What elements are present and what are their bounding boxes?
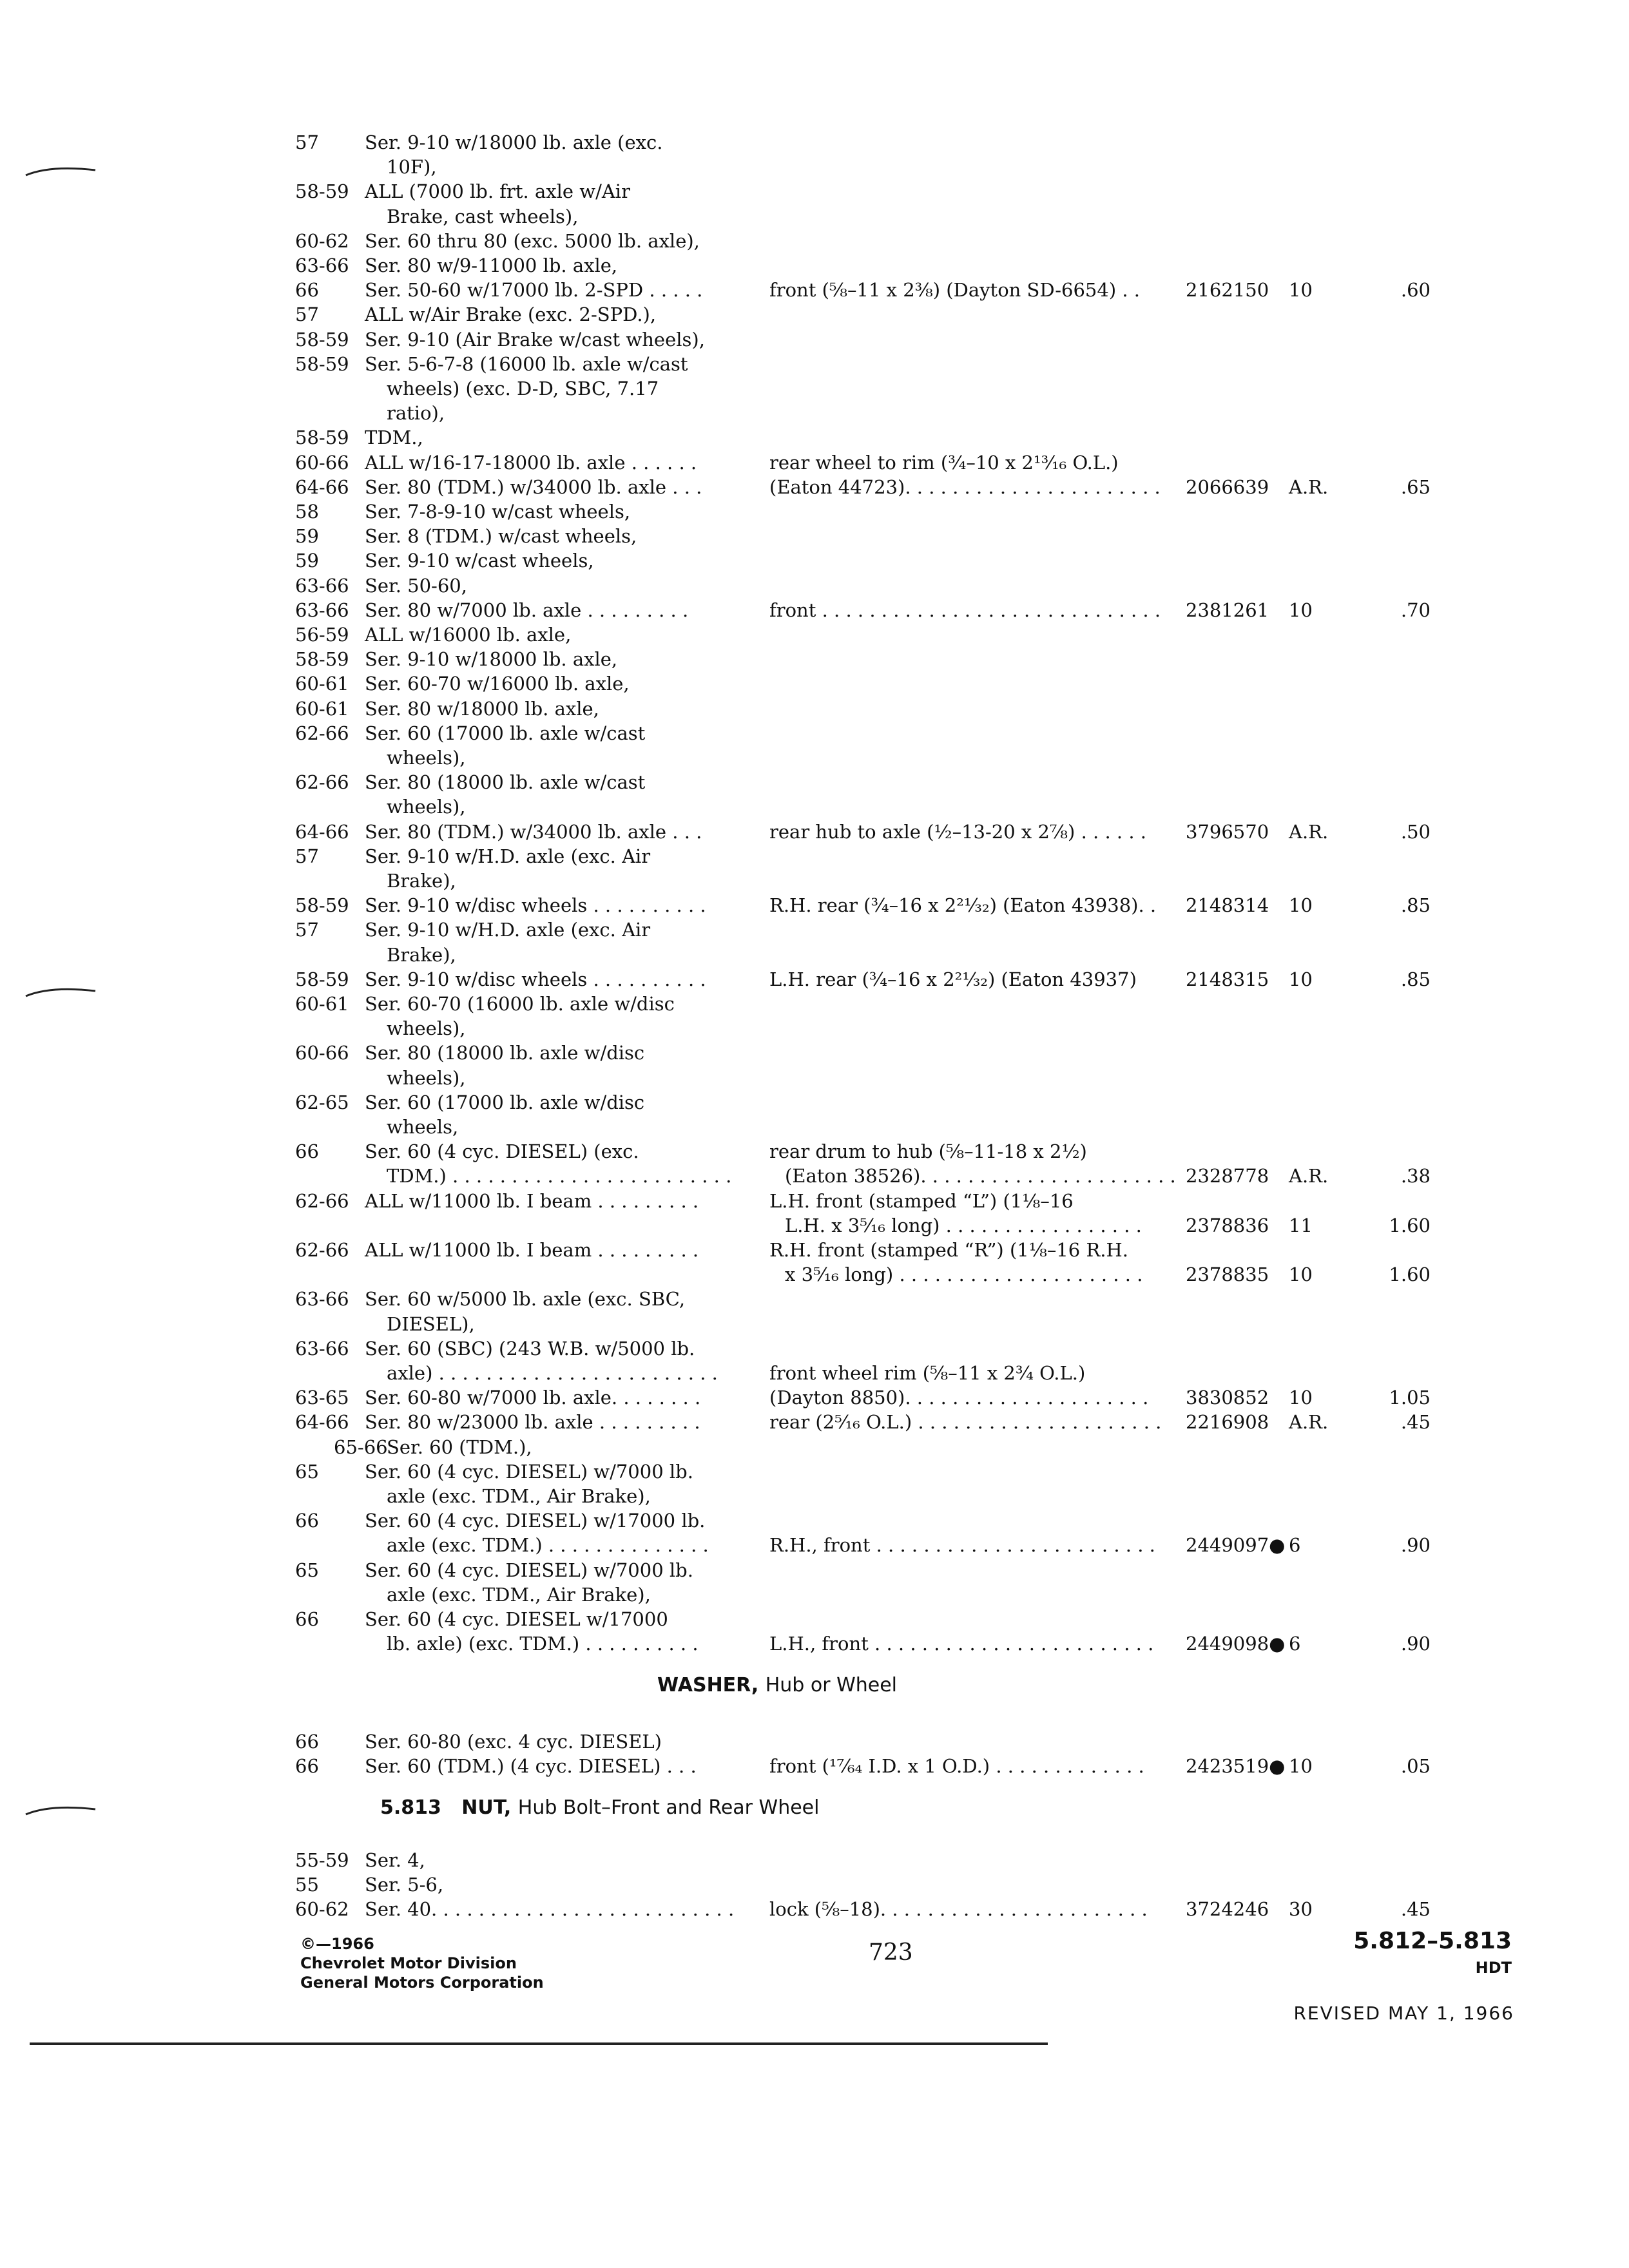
model-years: 63-66 [295, 1288, 349, 1311]
part-description: rear wheel to rim (¾–10 x 2¹³⁄₁₆ O.L.) [769, 451, 1119, 474]
list-item [0, 1239, 1629, 1264]
application: Ser. 60 (4 cyc. DIESEL) w/7000 lb. [365, 1559, 693, 1581]
list-item [0, 624, 1629, 648]
list-item [0, 1313, 1629, 1338]
part-number: 2378835 [1186, 1264, 1269, 1286]
model-years: 64-66 [295, 476, 349, 498]
punch-mark-bottom [24, 1804, 97, 1817]
list-item [0, 1411, 1629, 1436]
model-years: 63-66 [295, 599, 349, 621]
part-description: L.H., front . . . . . . . . . . . . . . . . . . . . . . . . [769, 1633, 1154, 1655]
revised-date: REVISED MAY 1, 1966 [1293, 2003, 1514, 2024]
model-years: 60-62 [295, 229, 349, 252]
model-years: 66 [295, 279, 319, 302]
part-number: 2328778 [1186, 1165, 1269, 1187]
list-item [0, 1140, 1629, 1165]
list-item [0, 255, 1629, 279]
part-number: 2066639 [1186, 476, 1269, 498]
part-description: (Eaton 38526). . . . . . . . . . . . . . . . . . . . . . [785, 1165, 1176, 1187]
list-item [0, 1633, 1629, 1657]
model-years: 63-66 [295, 574, 349, 597]
application: Brake), [387, 870, 456, 892]
list-item [0, 1362, 1629, 1387]
part-description: L.H. rear (¾–16 x 2²¹⁄₃₂) (Eaton 43937) [769, 968, 1137, 990]
application: Brake), [387, 943, 456, 966]
application: axle (exc. TDM.) . . . . . . . . . . . . . . [387, 1534, 709, 1557]
list-item [0, 303, 1629, 328]
list-item [0, 993, 1629, 1017]
list-item [0, 329, 1629, 353]
model-years: 58-59 [295, 968, 349, 990]
quantity: 10 [1289, 1264, 1313, 1286]
part-description: (Eaton 44723). . . . . . . . . . . . . . . . . . . . . . [769, 476, 1161, 498]
application: Ser. 8 (TDM.) w/cast wheels, [365, 525, 637, 548]
application: Ser. 9-10 w/H.D. axle (exc. Air [365, 845, 651, 867]
section-range: 5.812–5.813 [1353, 1928, 1512, 1954]
application: Ser. 80 w/23000 lb. axle . . . . . . . . . [365, 1411, 700, 1434]
application: Ser. 60 (4 cyc. DIESEL) (exc. [365, 1140, 639, 1163]
price: .05 [1400, 1755, 1431, 1777]
quantity: 10 [1289, 279, 1313, 302]
quantity: 10 [1289, 968, 1313, 990]
list-item [0, 1584, 1629, 1608]
list-item [0, 1898, 1629, 1923]
list-item [0, 1264, 1629, 1288]
quantity: A.R. [1289, 1411, 1329, 1434]
list-item [0, 230, 1629, 255]
list-item [0, 919, 1629, 943]
part-description: front . . . . . . . . . . . . . . . . . . . . . . . . . . . . . [769, 599, 1161, 621]
part-description: rear drum to hub (⅝–11-18 x 2½) [769, 1140, 1087, 1163]
price: .85 [1400, 894, 1431, 917]
part-description: L.H. front (stamped “L”) (1⅛–16 [769, 1189, 1074, 1212]
price: .45 [1400, 1898, 1431, 1920]
division: Chevrolet Motor Division [300, 1954, 517, 1972]
model-years: 58-59 [295, 180, 349, 203]
list-item [0, 1017, 1629, 1042]
list-item [0, 1485, 1629, 1510]
application: Ser. 60 thru 80 (exc. 5000 lb. axle), [365, 229, 700, 252]
list-item [0, 476, 1629, 501]
model-years: 60-66 [295, 1042, 349, 1064]
model-years: 62-66 [295, 722, 349, 744]
application: Ser. 80 (TDM.) w/34000 lb. axle . . . [365, 476, 702, 498]
price: .45 [1400, 1411, 1431, 1434]
price: .90 [1400, 1633, 1431, 1655]
list-item [0, 968, 1629, 993]
list-item [0, 944, 1629, 968]
price: .70 [1400, 599, 1431, 621]
model-years: 58-59 [295, 427, 349, 449]
model-years: 65-66 [334, 1436, 388, 1458]
application: axle (exc. TDM., Air Brake), [387, 1485, 651, 1507]
application: DIESEL), [387, 1312, 475, 1335]
model-years: 66 [295, 1731, 319, 1753]
model-years: 57 [295, 303, 319, 326]
application: wheels), [387, 1066, 466, 1089]
washer-heading-light: Hub or Wheel [765, 1674, 897, 1696]
application: Ser. 9-10 w/cast wheels, [365, 550, 594, 572]
list-item [0, 1165, 1629, 1189]
model-years: 62-65 [295, 1091, 349, 1113]
model-years: 65 [295, 1460, 319, 1483]
price: .38 [1400, 1165, 1431, 1187]
application: Ser. 60 (TDM.) (4 cyc. DIESEL) . . . [365, 1755, 697, 1777]
list-item [0, 1091, 1629, 1116]
application: Ser. 9-10 (Air Brake w/cast wheels), [365, 328, 705, 351]
application: Ser. 60 (SBC) (243 W.B. w/5000 lb. [365, 1337, 695, 1360]
application: ALL w/Air Brake (exc. 2-SPD.), [365, 303, 657, 326]
model-years: 60-66 [295, 451, 349, 474]
application: Ser. 60 (17000 lb. axle w/disc [365, 1091, 645, 1113]
list-item [0, 1338, 1629, 1362]
list-item [0, 1067, 1629, 1091]
part-description: front (⅝–11 x 2⅜) (Dayton SD-6654) . . [769, 279, 1141, 302]
list-item [0, 1874, 1629, 1898]
model-years: 57 [295, 919, 319, 941]
model-years: 66 [295, 1510, 319, 1532]
application: TDM.) . . . . . . . . . . . . . . . . . . . . . . . . [387, 1165, 732, 1187]
model-years: 65 [295, 1559, 319, 1581]
page-number: 723 [869, 1939, 913, 1966]
application: Ser. 80 w/18000 lb. axle, [365, 697, 599, 720]
model-years: 56-59 [295, 624, 349, 646]
model-years: 59 [295, 525, 319, 548]
part-description: front (¹⁷⁄₆₄ I.D. x 1 O.D.) . . . . . . . . . . . . . [769, 1755, 1144, 1777]
quantity: 10 [1289, 599, 1313, 621]
quantity: 10 [1289, 894, 1313, 917]
part-description: R.H. rear (¾–16 x 2²¹⁄₃₂) (Eaton 43938). . [769, 894, 1157, 917]
application: Ser. 80 (TDM.) w/34000 lb. axle . . . [365, 820, 702, 843]
application: ALL w/11000 lb. I beam . . . . . . . . . [365, 1189, 699, 1212]
application: TDM., [365, 427, 423, 449]
quantity: A.R. [1289, 476, 1329, 498]
model-years: 60-61 [295, 697, 349, 720]
application: ALL w/16-17-18000 lb. axle . . . . . . [365, 451, 697, 474]
model-years: 58 [295, 501, 319, 523]
list-item [0, 550, 1629, 574]
list-item [0, 894, 1629, 919]
price: 1.60 [1389, 1264, 1431, 1286]
part-description: lock (⅝–18). . . . . . . . . . . . . . . . . . . . . . . [769, 1898, 1148, 1920]
price: 1.05 [1389, 1387, 1431, 1409]
application: axle) . . . . . . . . . . . . . . . . . . . . . . . . [387, 1362, 718, 1384]
application: wheels, [387, 1116, 459, 1138]
list-item [0, 1190, 1629, 1215]
part-description: R.H. front (stamped “R”) (1⅛–16 R.H. [769, 1239, 1129, 1261]
corporation: General Motors Corporation [300, 1974, 544, 1992]
nut-heading [380, 1796, 819, 1819]
list-item [0, 353, 1629, 378]
application: Ser. 60 (4 cyc. DIESEL) w/17000 lb. [365, 1510, 706, 1532]
application: Ser. 50-60 w/17000 lb. 2-SPD . . . . . [365, 279, 703, 302]
application: Ser. 60 (4 cyc. DIESEL w/17000 [365, 1608, 668, 1630]
model-years: 66 [295, 1608, 319, 1630]
bottom-rule [30, 2042, 1048, 2045]
list-item [0, 452, 1629, 476]
application: 10F), [387, 156, 437, 178]
quantity: 10 [1289, 1755, 1313, 1777]
washer-heading [657, 1674, 897, 1696]
application: axle (exc. TDM., Air Brake), [387, 1583, 651, 1606]
model-years: 59 [295, 550, 319, 572]
application: Ser. 5-6, [365, 1874, 444, 1896]
list-item [0, 402, 1629, 427]
washer-heading-bold: WASHER, [657, 1674, 759, 1696]
list-item [0, 1461, 1629, 1485]
price: .85 [1400, 968, 1431, 990]
application: Ser. 9-10 w/18000 lb. axle, [365, 648, 618, 671]
list-item [0, 698, 1629, 722]
part-description: L.H. x 3⁵⁄₁₆ long) . . . . . . . . . . . . . . . . . [785, 1214, 1142, 1236]
list-item [0, 156, 1629, 180]
price: .50 [1400, 820, 1431, 843]
model-years: 60-61 [295, 993, 349, 1015]
application: ratio), [387, 402, 445, 425]
list-item [0, 427, 1629, 451]
nut-heading-number: 5.813 [380, 1796, 441, 1819]
model-years: 64-66 [295, 820, 349, 843]
list-item [0, 821, 1629, 845]
list-item [0, 673, 1629, 697]
application: Ser. 40. . . . . . . . . . . . . . . . . . . . . . . . . . [365, 1898, 735, 1920]
application: Ser. 9-10 w/disc wheels . . . . . . . . . . [365, 894, 706, 917]
application: Ser. 80 (18000 lb. axle w/disc [365, 1042, 645, 1064]
list-item [0, 180, 1629, 205]
list-item [0, 525, 1629, 550]
part-description: (Dayton 8850). . . . . . . . . . . . . . . . . . . . . [769, 1387, 1149, 1409]
list-item [0, 1849, 1629, 1874]
application: Ser. 9-10 w/H.D. axle (exc. Air [365, 919, 651, 941]
application: Ser. 50-60, [365, 574, 467, 597]
model-years: 66 [295, 1140, 319, 1163]
model-years: 62-66 [295, 1239, 349, 1261]
list-item [0, 1510, 1629, 1534]
application: Ser. 9-10 w/18000 lb. axle (exc. [365, 131, 663, 153]
list-item [0, 501, 1629, 525]
application: ALL w/16000 lb. axle, [365, 624, 572, 646]
list-item [0, 378, 1629, 402]
application: Ser. 5-6-7-8 (16000 lb. axle w/cast [365, 352, 688, 375]
application: Ser. 80 w/7000 lb. axle . . . . . . . . . [365, 599, 689, 621]
footer-publisher [300, 1934, 544, 1992]
application: wheels), [387, 796, 466, 818]
quantity: 10 [1289, 1387, 1313, 1409]
application: lb. axle) (exc. TDM.) . . . . . . . . . . [387, 1633, 699, 1655]
list-item [0, 1559, 1629, 1584]
application: Ser. 80 w/9-11000 lb. axle, [365, 255, 618, 276]
model-years: 66 [295, 1755, 319, 1777]
list-item [0, 1116, 1629, 1140]
quantity: 6 [1289, 1534, 1301, 1557]
part-number: 2381261 [1186, 599, 1269, 621]
list-item [0, 648, 1629, 673]
quantity: A.R. [1289, 820, 1329, 843]
list-item [0, 1387, 1629, 1411]
list-item [0, 722, 1629, 747]
application: Ser. 80 (18000 lb. axle w/cast [365, 771, 646, 794]
application: Ser. 60 w/5000 lb. axle (exc. SBC, [365, 1288, 686, 1311]
model-years: 58-59 [295, 352, 349, 375]
part-number: 3830852 [1186, 1387, 1269, 1409]
list-item [0, 1731, 1629, 1755]
part-number: 2162150 [1186, 279, 1269, 302]
application: Ser. 60-70 w/16000 lb. axle, [365, 673, 630, 695]
list-item [0, 279, 1629, 303]
model-years: 57 [295, 131, 319, 153]
copyright: ©—1966 [300, 1935, 374, 1953]
model-years: 62-66 [295, 771, 349, 794]
part-number: 2216908 [1186, 1411, 1269, 1434]
application: wheels), [387, 747, 466, 769]
list-item [0, 1042, 1629, 1066]
part-description: rear hub to axle (½–13-20 x 2⅞) . . . . . . [769, 820, 1146, 843]
application: Ser. 60 (4 cyc. DIESEL) w/7000 lb. [365, 1460, 693, 1483]
model-years: 58-59 [295, 328, 349, 351]
model-years: 63-66 [295, 255, 349, 276]
part-description: x 3⁵⁄₁₆ long) . . . . . . . . . . . . . . . . . . . . . [785, 1264, 1143, 1286]
application: Ser. 7-8-9-10 w/cast wheels, [365, 501, 631, 523]
application: ALL (7000 lb. frt. axle w/Air [365, 180, 630, 203]
list-item [0, 796, 1629, 820]
list-item [0, 1608, 1629, 1633]
list-item [0, 845, 1629, 870]
list-item [0, 131, 1629, 156]
price: .60 [1400, 279, 1431, 302]
application: Ser. 9-10 w/disc wheels . . . . . . . . . . [365, 968, 706, 990]
part-number: 2148314 [1186, 894, 1269, 917]
list-item [0, 1288, 1629, 1312]
nut-heading-bold: NUT, [461, 1796, 512, 1819]
model-years: 62-66 [295, 1189, 349, 1212]
price: .90 [1400, 1534, 1431, 1557]
part-description: rear (2⁵⁄₁₆ O.L.) . . . . . . . . . . . . . . . . . . . . . [769, 1411, 1162, 1434]
price: 1.60 [1389, 1214, 1431, 1236]
model-years: 60-61 [295, 673, 349, 695]
application: ALL w/11000 lb. I beam . . . . . . . . . [365, 1239, 699, 1261]
model-years: 55 [295, 1874, 319, 1896]
list-item [0, 206, 1629, 230]
model-years: 64-66 [295, 1411, 349, 1434]
application: Ser. 4, [365, 1849, 425, 1871]
part-number: 2378836 [1186, 1214, 1269, 1236]
application: wheels) (exc. D-D, SBC, 7.17 [387, 378, 659, 399]
model-years: 55-59 [295, 1849, 349, 1871]
part-description: R.H., front . . . . . . . . . . . . . . . . . . . . . . . . [769, 1534, 1155, 1557]
application: Ser. 60 (17000 lb. axle w/cast [365, 722, 646, 744]
quantity: A.R. [1289, 1165, 1329, 1187]
quantity: 11 [1289, 1214, 1313, 1236]
list-item [0, 747, 1629, 771]
application: Ser. 60-80 (exc. 4 cyc. DIESEL) [365, 1731, 662, 1753]
list-item [0, 575, 1629, 599]
model-years: 58-59 [295, 894, 349, 917]
part-number: 2449097● [1186, 1534, 1286, 1557]
model-years: 58-59 [295, 648, 349, 671]
list-item [0, 1215, 1629, 1239]
part-number: 3724246 [1186, 1898, 1269, 1920]
list-item [0, 771, 1629, 796]
list-item [0, 1755, 1629, 1780]
section-code: HDT [1475, 1959, 1512, 1977]
price: .65 [1400, 476, 1431, 498]
quantity: 6 [1289, 1633, 1301, 1655]
quantity: 30 [1289, 1898, 1313, 1920]
application: wheels), [387, 1017, 466, 1040]
list-item [0, 1436, 1629, 1461]
part-number: 2449098● [1186, 1633, 1286, 1655]
model-years: 63-65 [295, 1387, 349, 1409]
part-number: 2423519● [1186, 1755, 1286, 1777]
application: Ser. 60-80 w/7000 lb. axle. . . . . . . . [365, 1387, 701, 1409]
part-number: 2148315 [1186, 968, 1269, 990]
nut-heading-light: Hub Bolt–Front and Rear Wheel [517, 1796, 820, 1819]
model-years: 60-62 [295, 1898, 349, 1920]
part-number: 3796570 [1186, 820, 1269, 843]
application: Ser. 60 (TDM.), [387, 1436, 532, 1458]
model-years: 57 [295, 845, 319, 867]
list-item [0, 1534, 1629, 1559]
list-item [0, 870, 1629, 894]
application: Ser. 60-70 (16000 lb. axle w/disc [365, 993, 675, 1015]
part-description: front wheel rim (⅝–11 x 2¾ O.L.) [769, 1362, 1086, 1384]
model-years: 63-66 [295, 1337, 349, 1360]
list-item [0, 599, 1629, 624]
application: Brake, cast wheels), [387, 205, 579, 227]
